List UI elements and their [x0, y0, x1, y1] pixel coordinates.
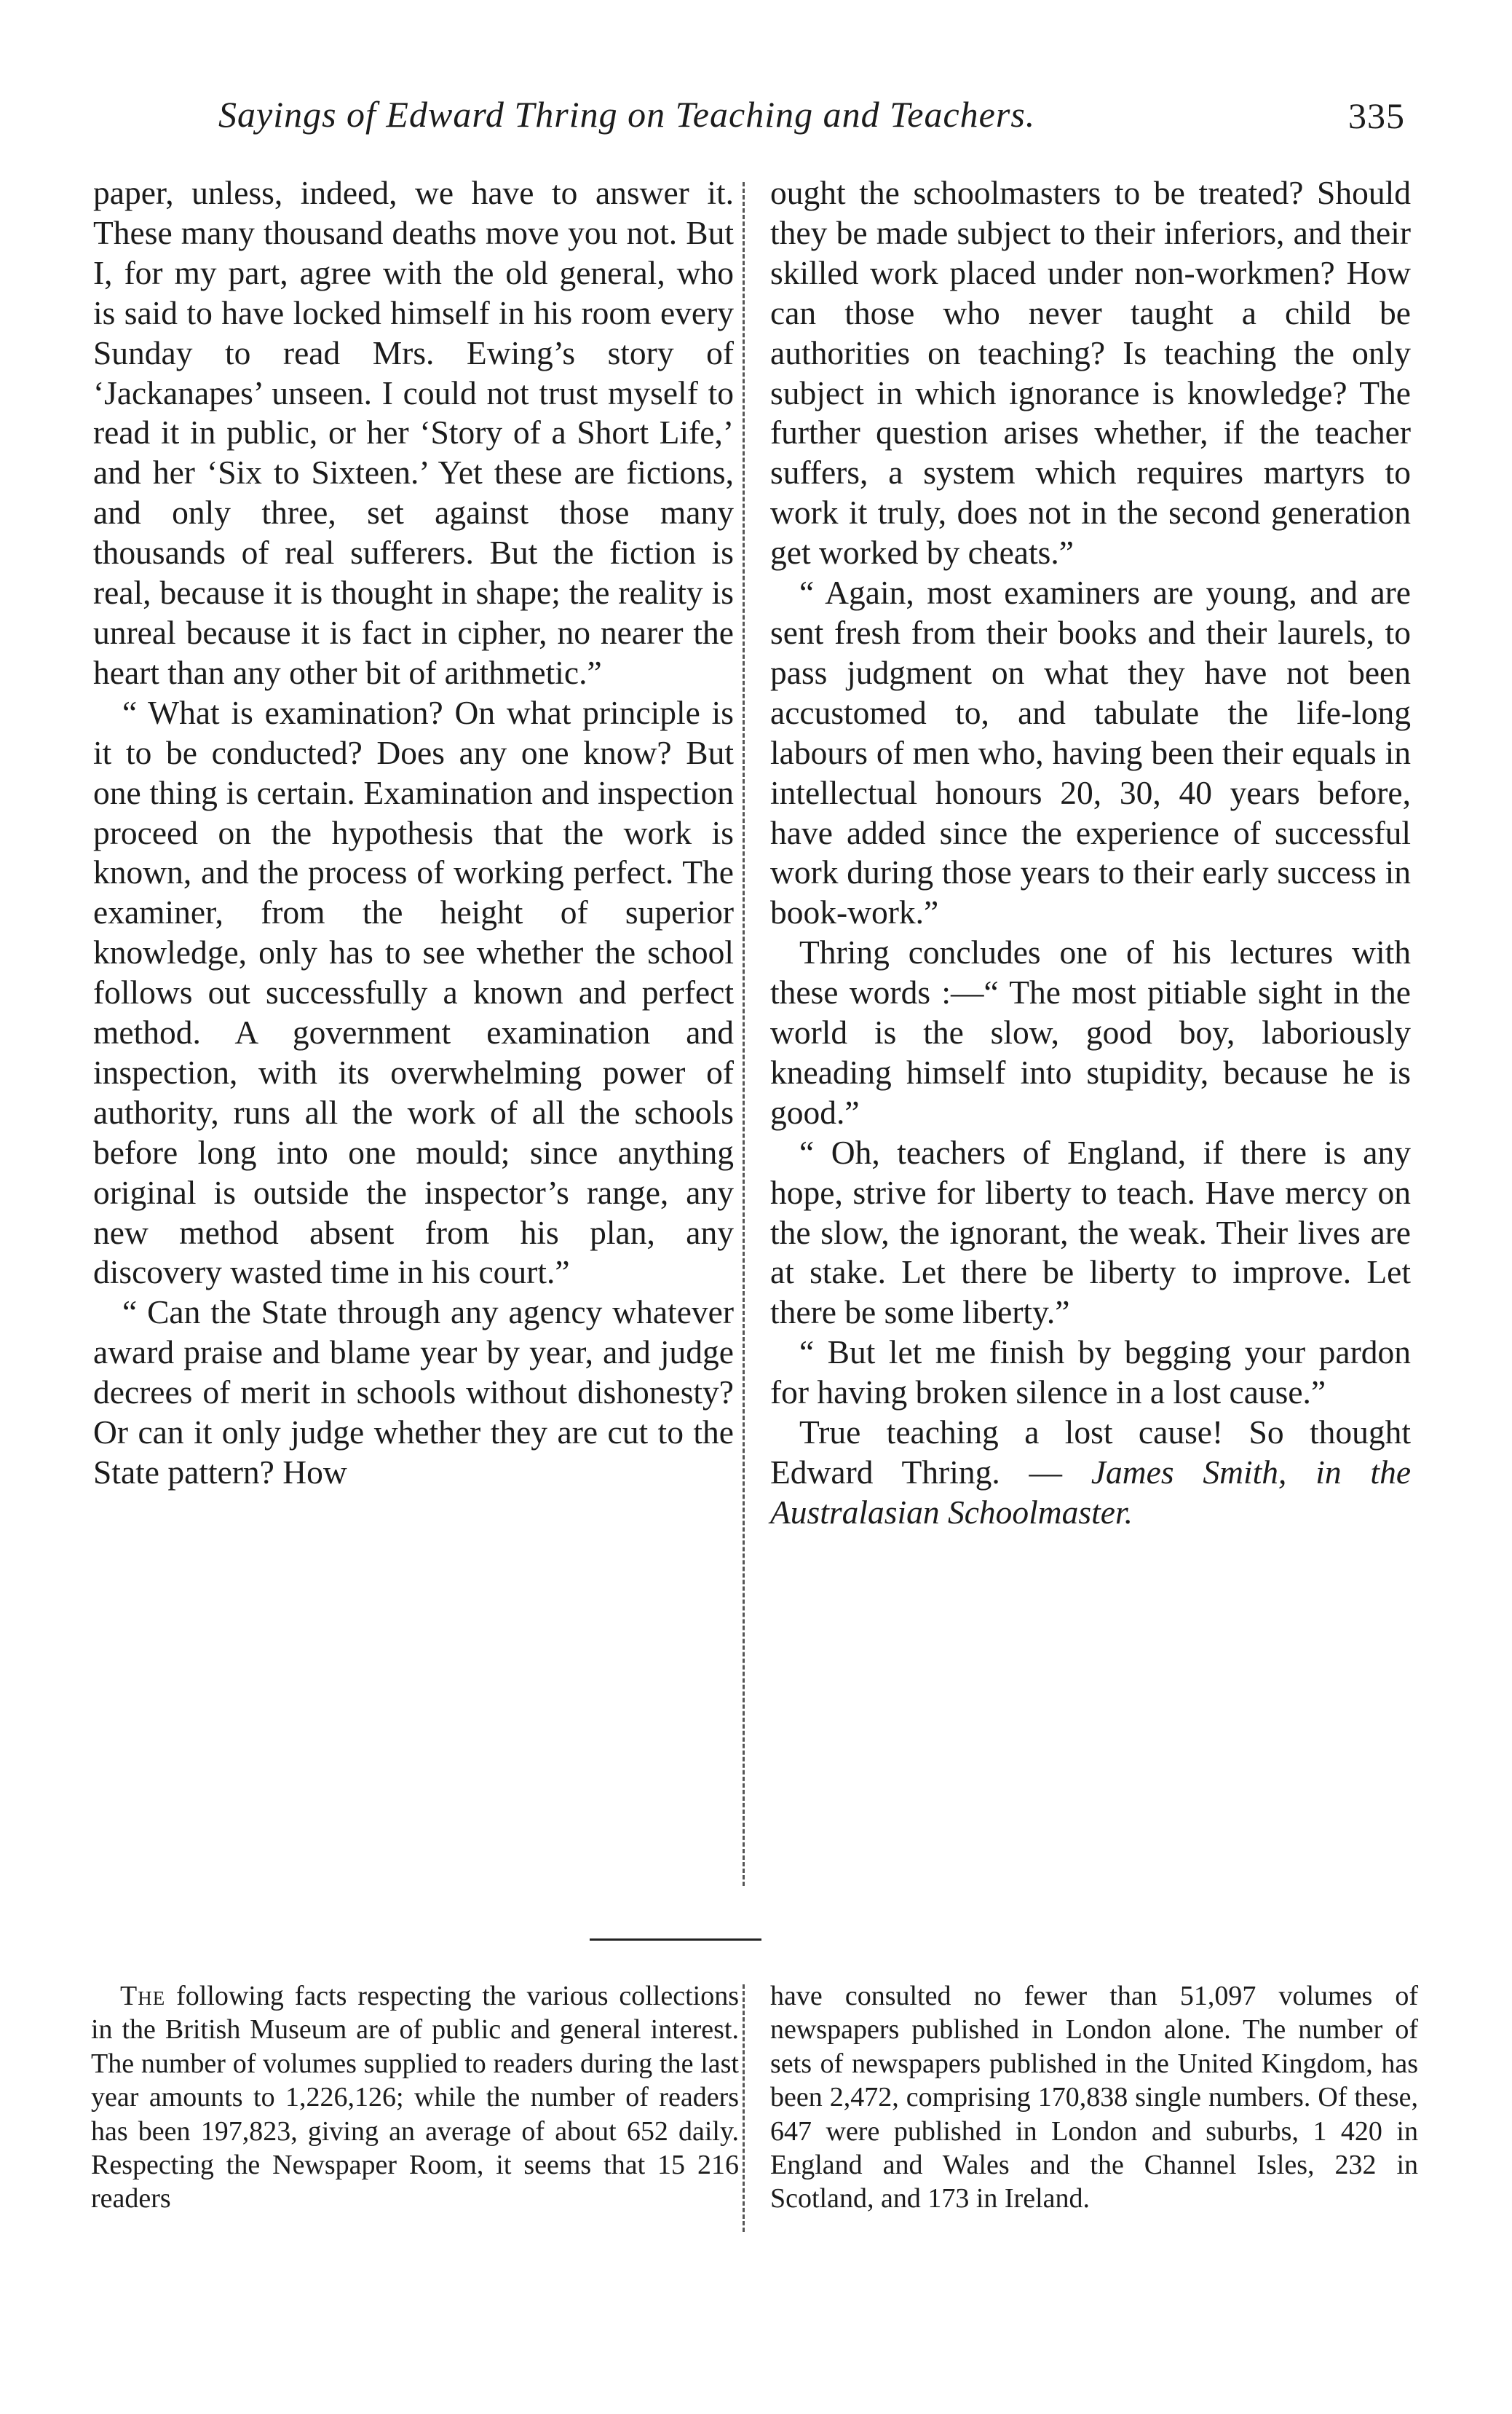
- paragraph: “ Can the State through any agency whatever award praise and blame year by year, and judge decrees of merit in schools without dishonesty? Or can it only judge whether they are cut to the State pattern? How: [93, 1293, 734, 1491]
- section-rule: [590, 1938, 761, 1941]
- note-lead-word: The: [120, 1981, 166, 2011]
- closing-text: True teaching a lost cause! So thought Edward Thring. —: [770, 1413, 1411, 1491]
- paragraph: ought the schoolmasters to be treated? Should they be made subject to their inferiors, and their skilled work placed under non-workmen? How can those who never taught a child be authorities on teaching? Is teaching the only subject in which ignorance is knowledge? The further question arises whether, if the teacher suffers, a system which requires martyrs to work it truly, does not in the second generation get worked by cheats.”: [770, 174, 1411, 572]
- main-left-column: [93, 173, 734, 1493]
- paragraph: “ Again, most examiners are young, and are sent fresh from their books and their laurels, to pass judgment on what they have not been accustomed to, and tabulate the life-long labours of men who, having been their equals in intellectual honours 20, 30, 40 years before, have added since the experience of successful work during those years to their early success in book-work.”: [770, 574, 1411, 931]
- paragraph: “ But let me finish by begging your pardon for having broken silence in a lost cause.”: [770, 1333, 1411, 1411]
- paragraph: paper, unless, indeed, we have to answer it. These many thousand deaths move you not. But I, for my part, agree with the old general, who is said to have locked himself in his room every Sunday to read Mrs. Ewing’s story of ‘Jackanapes’ unseen. I could not trust myself to read it in public, or her ‘Story of a Short Life,’ and her ‘Six to Sixteen.’ Yet these are fictions, and only three, set against those many thousands of real sufferers. But the fiction is real, because it is thought in shape; the reality is unreal because it is fact in cipher, no nearer the heart than any other bit of arithmetic.”: [93, 174, 734, 691]
- main-right-column: [770, 173, 1411, 1533]
- note-text: following facts respecting the various collections in the British Museum are of public and general interest. The number of volumes supplied to readers during the last year amounts to 1,226,126; while the number of readers has been 197,823, giving an average of about 652 daily. Respecting the Newspaper Room, it seems that 15 216 readers: [91, 1981, 739, 2214]
- note-paragraph: [91, 1979, 739, 2216]
- paragraph: “ Oh, teachers of England, if there is any hope, strive for liberty to teach. Have mercy on the slow, the ignorant, the weak. Their lives are at stake. Let there be liberty to improve. Let there be some liberty.”: [770, 1133, 1411, 1331]
- page-number: 335: [1348, 95, 1405, 136]
- note-left-column: [91, 1979, 739, 2216]
- signature: James Smith, in the Australasian Schoolmaster.: [770, 1453, 1412, 1531]
- running-head: [218, 93, 1412, 151]
- running-title: Sayings of Edward Thring on Teaching and Teachers.: [218, 94, 1036, 135]
- paragraph: “ What is examination? On what principle is it to be conducted? Does any one know? But one thing is certain. Examination and inspection proceed on the hypothesis that the work is known, and the process of working perfect. The examiner, from the height of superior knowledge, only has to see whether the school follows out successfully a known and perfect method. A government examination and inspection, with its overwhelming power of authority, runs all the work of all the schools before long into one mould; since anything original is outside the inspector’s range, any new method absent from his plan, any discovery wasted time in his court.”: [93, 693, 734, 1291]
- paragraph: Thring concludes one of his lectures with these words :—“ The most pitiable sight in the world is the slow, good boy, laboriously kneading himself into stupidity, because he is good.”: [770, 934, 1411, 1131]
- note-column-divider: [743, 1984, 745, 2232]
- column-divider: [743, 182, 745, 1886]
- closing-paragraph: [770, 1413, 1411, 1533]
- note-paragraph: have consulted no fewer than 51,097 volumes of newspapers published in London alone. The number of sets of newspapers published in the United Kingdom, has been 2,472, comprising 170,838 single numbers. Of these, 647 were published in London and suburbs, 1 420 in England and Wales and the Channel Isles, 232 in Scotland, and 173 in Ireland.: [770, 1981, 1418, 2214]
- note-right-column: [770, 1979, 1418, 2216]
